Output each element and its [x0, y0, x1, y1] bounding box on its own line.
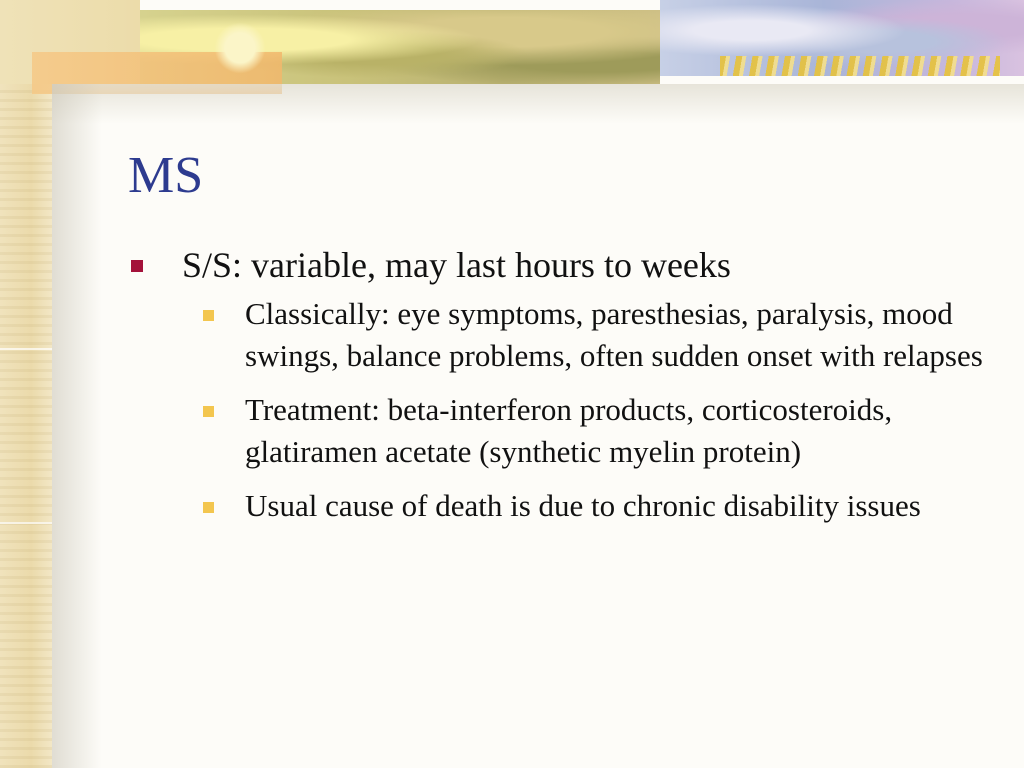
sub-bullet [245, 389, 988, 473]
decorative-left-strip [0, 0, 52, 768]
bullet-level1 [128, 243, 988, 287]
square-bullet-icon [203, 406, 214, 417]
banner-leaf-image [140, 10, 660, 84]
sub-bullet-list [128, 293, 988, 527]
bullet-text: S/S: variable, may last hours to weeks [182, 245, 731, 285]
square-bullet-icon [203, 502, 214, 513]
decorative-top-banner [0, 0, 1024, 84]
sub-bullet-text: Usual cause of death is due to chronic disability issues [245, 488, 921, 523]
square-bullet-icon [131, 260, 143, 272]
square-bullet-icon [203, 310, 214, 321]
sub-bullet [245, 485, 988, 527]
sub-bullet [245, 293, 988, 377]
sub-bullet-text: Treatment: beta-interferon products, corticosteroids, glatiramen acetate (synthetic myelin protein) [245, 392, 893, 469]
slide-body [128, 243, 988, 539]
sub-bullet-text: Classically: eye symptoms, paresthesias, paralysis, mood swings, balance problems, often sudden onset with relapses [245, 296, 983, 373]
slide-title: MS [128, 147, 204, 204]
banner-feather-image [660, 0, 1024, 76]
